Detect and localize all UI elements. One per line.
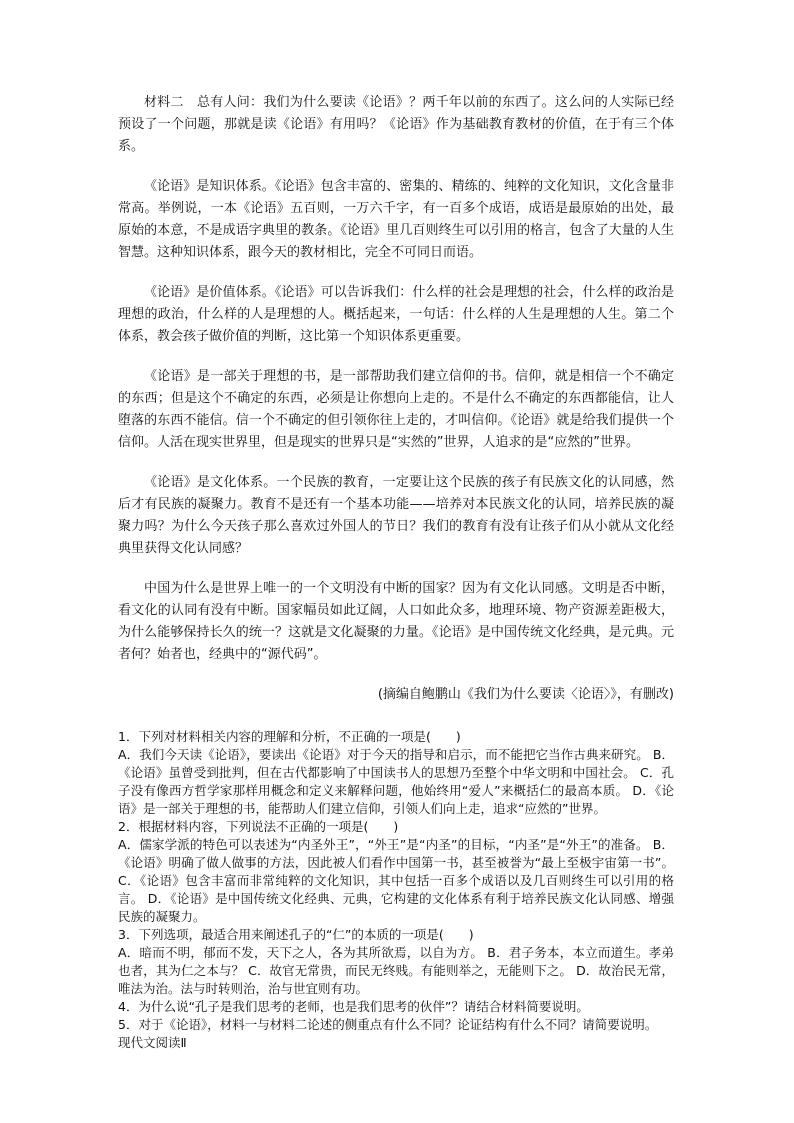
material2-paragraph-2: 《论语》是知识体系。《论语》包含丰富的、密集的、精练的、纯粹的文化知识，文化含量非常高。举例说，一本《论语》五百则，一万六千字，有一百多个成语，成语是最原始的出处，最原始的本意，不是成语字典里的教条。《论语》里几百则终生可以引用的格言，包含了大量的人生智慧。这种知识体系，跟今天的教材相比，完全不可同日而语。 [118,179,674,260]
question-3-options: A．暗而不明，郁而不发，天下之人，各为其所欲焉，以自为方。 B．君子务本，本立而道生。孝弟也者，其为仁之本与？ C．故官无常贵，而民无终贱。有能则举之，无能则下之。 D．故治民无常，唯法为治。法与时转则治，治与世宜则有功。 [118,945,674,996]
question-3-stem: 3．下列选项，最适合用来阐述孔子的“仁”的本质的一项是( ) [118,927,474,942]
question-2-stem: 2．根据材料内容，下列说法不正确的一项是( ) [118,819,399,834]
material2-paragraph-5: 《论语》是文化体系。一个民族的教育，一定要让这个民族的孩子有民族文化的认同感，然后才有民族的凝聚力。教育不是还有一个基本功能——培养对本民族文化的认同，培养民族的凝聚力吗？为什么今天孩子那么喜欢过外国人的节日？我们的教育有没有让孩子们从小就从文化经典里获得文化认同感？ [118,475,674,556]
source-citation: (摘编自鲍鹏山《我们为什么要读〈论语〉》，有删改) [377,687,674,702]
question-2-options: A．儒家学派的特色可以表述为“内圣外王”，“外王”是“内圣”的目标，“内圣”是“外王”的准备。 B．《论语》明确了做人做事的方法，因此被人们看作中国第一书，甚至被誉为“最上至极宇宙第一书”。 C．《论语》包含丰富而非常纯粹的文化知识，其中包括一百多个成语以及几百则终生可以引用的格言。 D．《论语》是中国传统文化经典、元典，它构建的文化体系有利于培养民族文化认同感、增强民族的凝聚力。 [118,837,674,924]
question-1-stem: 1．下列对材料相关内容的理解和分析，不正确的一项是( ) [118,729,461,744]
question-1-options: A．我们今天读《论语》，要读出《论语》对于今天的指导和启示，而不能把它当作古典来研究。 B．《论语》虽曾受到批判，但在古代都影响了中国读书人的思想乃至整个中华文明和中国社会。 C．孔子没有像西方哲学家那样用概念和定义来解释问题，他始终用“爱人”来概括仁的最高本质。 D．《论语》是一部关于理想的书，能帮助人们建立信仰，引领人们向上走，追求“应然的”世界。 [118,747,674,816]
question-4: 4．为什么说“孔子是我们思考的老师，也是我们思考的伙伴”？请结合材料简要说明。 [118,999,589,1014]
material2-paragraph-4: 《论语》是一部关于理想的书，是一部帮助我们建立信仰的书。信仰，就是相信一个不确定的东西；但是这个不确定的东西，必须是让你想向上走的。不是什么不确定的东西都能信，让人堕落的东西不能信。信一个不确定的但引领你往上走的，才叫信仰。《论语》就是给我们提供一个信仰。人活在现实世界里，但是现实的世界只是“实然的”世界，人追求的是“应然的”世界。 [118,369,674,450]
material2-paragraph-1: 材料二 总有人问：我们为什么要读《论语》？两千年以前的东西了。这么问的人实际已经预设了一个问题，那就是读《论语》有用吗？《论语》作为基础教育教材的价值，在于有三个体系。 [118,95,674,154]
document-page [118,92,674,1052]
section-heading: 现代文阅读Ⅱ [118,1035,187,1050]
question-5: 5．对于《论语》，材料一与材料二论述的侧重点有什么不同？论证结构有什么不同？请简要说明。 [118,1017,658,1032]
material2-paragraph-6: 中国为什么是世界上唯一的一个文明没有中断的国家？因为有文化认同感。文明是否中断，看文化的认同有没有中断。国家幅员如此辽阔，人口如此众多，地理环境、物产资源差距极大，为什么能够保持长久的统一？这就是文化凝聚的力量。《论语》是中国传统文化经典，是元典。元者何？始者也，经典中的“源代码”。 [118,581,674,662]
questions-block [118,728,674,1052]
material2-paragraph-3: 《论语》是价值体系。《论语》可以告诉我们：什么样的社会是理想的社会，什么样的政治是理想的政治，什么样的人是理想的人。概括起来，一句话：什么样的人生是理想的人生。第二个体系，教会孩子做价值的判断，这比第一个知识体系更重要。 [118,285,674,344]
